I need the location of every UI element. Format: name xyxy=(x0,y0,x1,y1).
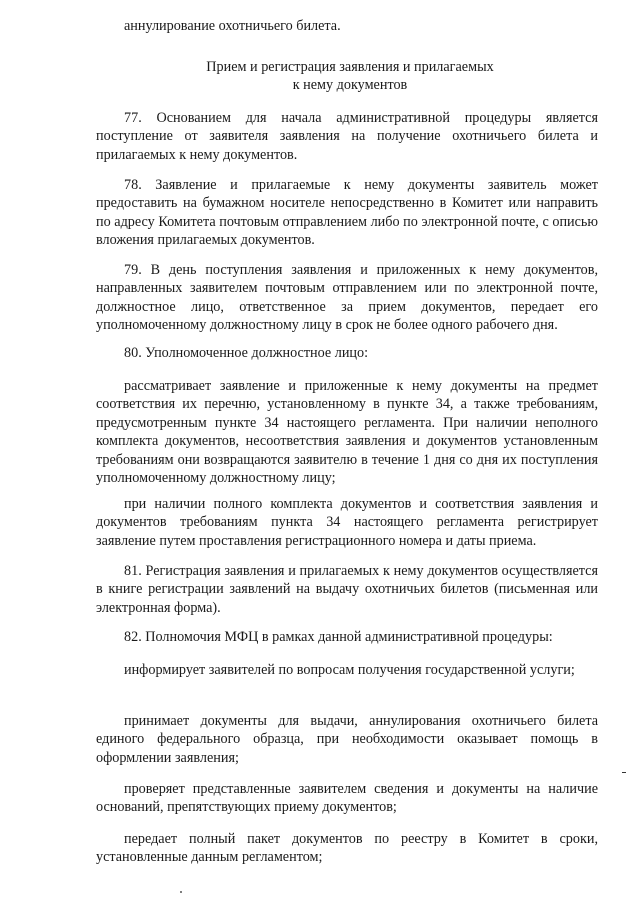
paragraph-82-item-2: принимает документы для выдачи, аннулирования охотничьего билета единого федерального образца, при необходимости оказывает помощь в оформлении заявления; xyxy=(96,713,598,766)
paragraph-77: 77. Основанием для начала административной процедуры является поступление от заявителя заявления на получение охотничьего билета и прилагаемых к нему документов. xyxy=(96,110,598,163)
scan-mark xyxy=(622,772,626,773)
paragraph-80-item-1: рассматривает заявление и приложенные к нему документы на предмет соответствия их перечню, установленному в пункте 34, а также требованиям, предусмотренным пункте 34 настоящего регламента. При наличии неполного комплекта документов, несоответствия заявления и документов установленным требованиям они возвращаются заявителю в течение 1 дня со дня их поступления уполномоченному должностному лицу; xyxy=(96,378,598,487)
paragraph-82-item-4: передает полный пакет документов по реестру в Комитет в сроки, установленные данным регламентом; xyxy=(96,831,598,866)
paragraph-82-item-3: проверяет представленные заявителем сведения и документы на наличие оснований, препятствующих приему документов; xyxy=(96,781,598,816)
paragraph-78: 78. Заявление и прилагаемые к нему документы заявитель может предоставить на бумажном носителе непосредственно в Комитет или направить по адресу Комитета почтовым отправлением либо по электронной почте, с описью вложения прилагаемых документов. xyxy=(96,177,598,249)
paragraph-80-item-2: при наличии полного комплекта документов и соответствия заявления и документов требованиям пункта 34 настоящего регламента регистрирует заявление путем проставления регистрационного номера и даты приема. xyxy=(96,496,598,549)
top-line: аннулирование охотничьего билета. xyxy=(124,18,341,34)
section-title-line-2: к нему документов xyxy=(292,77,408,93)
paragraph-81: 81. Регистрация заявления и прилагаемых к нему документов осуществляется в книге регистрации заявлений на выдачу охотничьих билетов (письменная или электронная форма). xyxy=(96,563,598,616)
paragraph-82: 82. Полномочия МФЦ в рамках данной административной процедуры: xyxy=(124,629,553,645)
paragraph-79: 79. В день поступления заявления и приложенных к нему документов, направленных заявителем почтовым отправлением или по электронной почте, должностное лицо, ответственное за прием документов, передает его уполномоченному должностному лицу в срок не более одного рабочего дня. xyxy=(96,262,598,334)
scan-speck xyxy=(180,891,182,893)
paragraph-82-item-1: информирует заявителей по вопросам получения государственной услуги; xyxy=(124,662,575,678)
section-title-line-1: Прием и регистрация заявления и прилагаемых xyxy=(206,59,494,75)
paragraph-80: 80. Уполномоченное должностное лицо: xyxy=(124,345,369,361)
